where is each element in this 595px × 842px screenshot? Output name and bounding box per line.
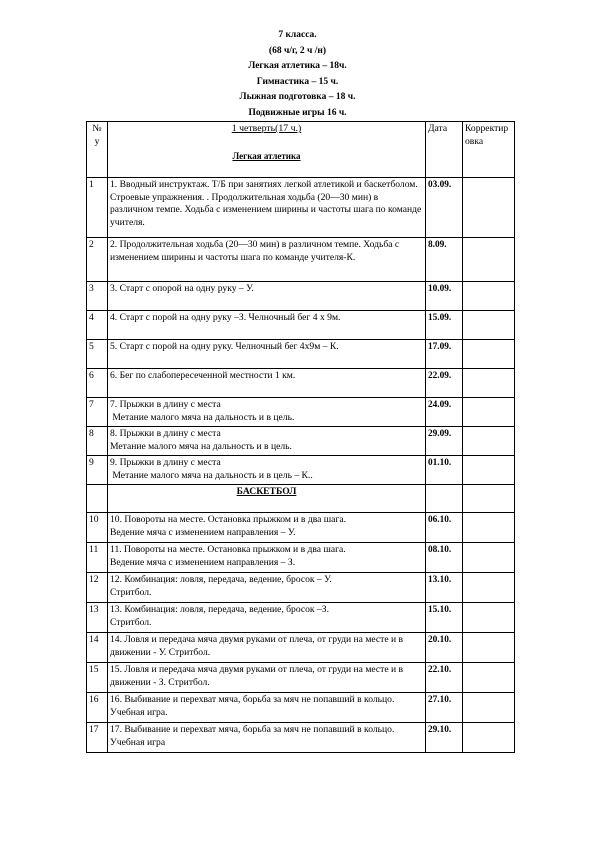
lesson-topic-line-2: Стритбол.	[110, 586, 152, 598]
lesson-correction	[463, 513, 515, 543]
col-header-topic	[108, 122, 426, 178]
table-row	[87, 238, 515, 282]
lesson-date: 13.10.	[426, 573, 463, 603]
lesson-topic	[108, 456, 426, 485]
lesson-number: 13	[87, 603, 108, 633]
col-header-number: № у	[87, 122, 108, 178]
header-line-class: 7 класса.	[278, 30, 317, 40]
table-row	[87, 513, 515, 543]
lesson-correction	[463, 603, 515, 633]
lesson-correction	[463, 723, 515, 753]
lesson-date: 22.10.	[426, 663, 463, 693]
lesson-date: 06.10.	[426, 513, 463, 543]
lesson-correction	[463, 427, 515, 456]
table-row	[87, 693, 515, 723]
lesson-topic-line: 9. Прыжки в длину с места	[110, 457, 221, 468]
section-row-correction	[463, 485, 515, 513]
lesson-topic-line: 15. Ловля и передача мяча двумя руками от плеча, от груди на месте и в движении - З. Стритбол.	[110, 664, 404, 688]
header-line-gymnastics: Гимнастика – 15 ч.	[256, 76, 339, 87]
lesson-number: 7	[87, 398, 108, 427]
lesson-topic	[108, 693, 426, 723]
document-header	[0, 28, 595, 121]
section-row-date	[426, 485, 463, 513]
lesson-correction	[463, 573, 515, 603]
lesson-plan-table	[86, 121, 515, 753]
lesson-date: 29.10.	[426, 723, 463, 753]
lesson-number: 1	[87, 178, 108, 238]
lesson-topic	[108, 369, 426, 398]
lesson-number: 14	[87, 633, 108, 663]
lesson-topic	[108, 282, 426, 311]
table-row	[87, 723, 515, 753]
quarter-title: 1 четверть(17 ч.)	[231, 123, 302, 134]
lesson-topic	[108, 543, 426, 573]
lesson-date: 22.09.	[426, 369, 463, 398]
lesson-topic-line: 8. Прыжки в длину с места	[110, 428, 221, 439]
lesson-number: 12	[87, 573, 108, 603]
lesson-correction	[463, 633, 515, 663]
lesson-correction	[463, 282, 515, 311]
lesson-topic	[108, 573, 426, 603]
section-title-basketball: БАСКЕТБОЛ	[236, 486, 297, 497]
table-row	[87, 427, 515, 456]
table-row	[87, 282, 515, 311]
table-row	[87, 178, 515, 238]
lesson-topic	[108, 340, 426, 369]
table-row	[87, 603, 515, 633]
table-row	[87, 633, 515, 663]
lesson-topic-line-2: Метание малого мяча на дальность и в цель – К..	[110, 469, 313, 481]
lesson-topic-line: 7. Прыжки в длину с места	[110, 399, 221, 410]
lesson-date: 08.10.	[426, 543, 463, 573]
lesson-topic-line-2: Метание малого мяча на дальность и в цель.	[110, 440, 292, 452]
lesson-date: 10.09.	[426, 282, 463, 311]
lesson-date: 03.09.	[426, 178, 463, 238]
lesson-topic	[108, 311, 426, 340]
table-row	[87, 663, 515, 693]
table-row	[87, 311, 515, 340]
lesson-date: 24.09.	[426, 398, 463, 427]
lesson-date: 17.09.	[426, 340, 463, 369]
lesson-topic	[108, 427, 426, 456]
section-row	[87, 485, 515, 513]
header-line-hours: (68 ч/г, 2 ч /н)	[268, 45, 327, 56]
lesson-number: 3	[87, 282, 108, 311]
lesson-date: 8.09.	[426, 238, 463, 282]
lesson-number: 9	[87, 456, 108, 485]
header-line-athletics: Легкая атлетика – 18ч.	[248, 61, 347, 71]
lesson-topic	[108, 398, 426, 427]
lesson-number: 16	[87, 693, 108, 723]
table-row	[87, 340, 515, 369]
lesson-topic-line: 4. Старт с порой на одну руку –З. Челночный бег 4 х 9м.	[110, 312, 341, 323]
lesson-topic-line: 13. Комбинация: ловля, передача, ведение, бросок –З.	[110, 604, 329, 615]
header-line-skiing: Лыжная подготовка – 18 ч.	[239, 92, 356, 102]
lesson-number: 6	[87, 369, 108, 398]
table-row	[87, 369, 515, 398]
lesson-topic-line-2: Стритбол.	[110, 616, 152, 628]
lesson-topic	[108, 238, 426, 282]
table-row	[87, 573, 515, 603]
section-cell	[108, 485, 426, 513]
lesson-number: 2	[87, 238, 108, 282]
lesson-topic-line: 16. Выбивание и перехват мяча, борьба за мяч не попавший в кольцо. Учебная игра.	[110, 694, 395, 718]
col-header-date: Дата	[426, 122, 463, 178]
table-row	[87, 456, 515, 485]
table-row	[87, 398, 515, 427]
lesson-plan-body	[87, 122, 515, 753]
lesson-topic-line: 11. Повороты на месте. Остановка прыжком и в два шага.	[110, 544, 346, 555]
lesson-correction	[463, 456, 515, 485]
lesson-topic-line: 14. Ловля и передача мяча двумя руками от плеча, от груди на месте и в движении - У. Стритбол.	[110, 634, 404, 658]
lesson-topic	[108, 663, 426, 693]
lesson-number: 11	[87, 543, 108, 573]
lesson-topic-line: 12. Комбинация: ловля, передача, ведение, бросок – У.	[110, 574, 332, 585]
lesson-number: 8	[87, 427, 108, 456]
lesson-correction	[463, 663, 515, 693]
lesson-correction	[463, 543, 515, 573]
lesson-correction	[463, 693, 515, 723]
lesson-topic	[108, 723, 426, 753]
col-header-correction: Корректировка	[463, 122, 515, 178]
lesson-topic-line: 1. Вводный инструктаж. Т/Б при занятиях легкой атлетикой и баскетболом. Строевые упражнения. . Продолжительная ходьба (20—30 мин) в различном темпе. Ходьба с изменением ширины и частоты шага по команде учителя.	[110, 179, 422, 228]
lesson-date: 15.10.	[426, 603, 463, 633]
lesson-correction	[463, 340, 515, 369]
lesson-topic	[108, 603, 426, 633]
lesson-number: 17	[87, 723, 108, 753]
lesson-date: 15.09.	[426, 311, 463, 340]
lesson-correction	[463, 178, 515, 238]
lesson-topic	[108, 178, 426, 238]
lesson-number: 10	[87, 513, 108, 543]
section-title-athletics: Легкая атлетика	[232, 150, 301, 161]
lesson-topic-line: 6. Бег по слабопересеченной местности 1 км.	[110, 370, 296, 381]
lesson-correction	[463, 311, 515, 340]
lesson-correction	[463, 398, 515, 427]
header-line-games: Подвижные игры 16 ч.	[248, 107, 347, 118]
lesson-topic-line-2: Метание малого мяча на дальность и в цель.	[110, 411, 295, 423]
lesson-topic-line: 10. Повороты на месте. Остановка прыжком и в два шага.	[110, 514, 347, 525]
lesson-number: 5	[87, 340, 108, 369]
lesson-topic-line: 2. Продолжительная ходьба (20—30 мин) в различном темпе. Ходьба с изменением ширины и частоты шага по команде учителя-К.	[110, 239, 400, 263]
lesson-date: 01.10.	[426, 456, 463, 485]
lesson-correction	[463, 238, 515, 282]
section-row-number	[87, 485, 108, 513]
lesson-topic-line: 17. Выбивание и перехват мяча, борьба за мяч не попавший в кольцо. Учебная игра	[110, 724, 395, 748]
table-header-row	[87, 122, 515, 178]
lesson-topic-line-2: Ведение мяча с изменением направления – З.	[110, 556, 296, 568]
lesson-topic-line: 5. Старт с порой на одну руку. Челночный бег 4х9м – К.	[110, 341, 339, 352]
lesson-topic-line-2: Ведение мяча с изменением направления – У.	[110, 526, 296, 538]
lesson-date: 27.10.	[426, 693, 463, 723]
lesson-date: 20.10.	[426, 633, 463, 663]
lesson-correction	[463, 369, 515, 398]
lesson-number: 4	[87, 311, 108, 340]
table-row	[87, 543, 515, 573]
lesson-topic	[108, 633, 426, 663]
lesson-number: 15	[87, 663, 108, 693]
lesson-topic-line: 3. Старт с опорой на одну руку – У.	[110, 283, 254, 294]
lesson-date: 29.09.	[426, 427, 463, 456]
lesson-topic	[108, 513, 426, 543]
